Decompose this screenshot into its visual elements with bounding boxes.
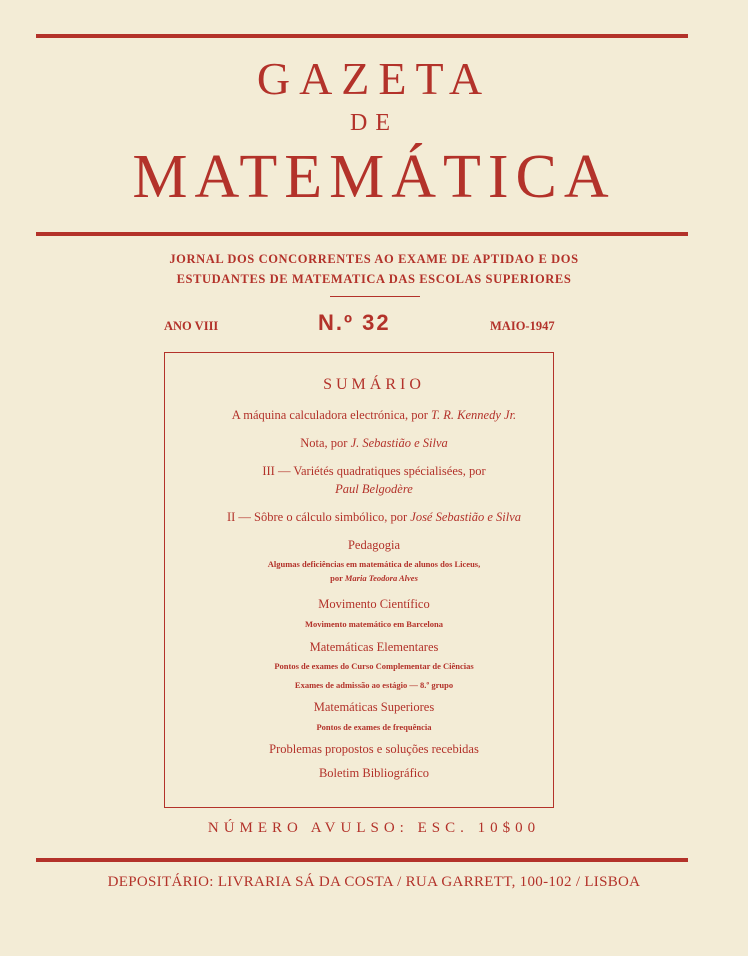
summary-article-1: A máquina calculadora electrónica, por T. R. Kennedy Jr.: [231, 408, 517, 422]
article-3-author: Paul Belgodère: [335, 482, 413, 496]
subtitle-line-2: ESTUDANTES DE MATEMATICA DAS ESCOLAS SUPERIORES: [176, 272, 572, 286]
section-superiores: Matemáticas Superiores: [313, 700, 435, 714]
article-4-author: José Sebastião e Silva: [410, 510, 522, 524]
section-boletim: Boletim Bibliográfico: [318, 766, 430, 780]
elementares-item-1: Pontos de exames do Curso Complementar de Ciências: [274, 661, 474, 671]
issue-year: ANO VIII: [164, 319, 219, 333]
movimento-item: Movimento matemático em Barcelona: [305, 619, 443, 629]
summary-heading: SUMÁRIO: [323, 376, 425, 393]
middle-rule: [36, 232, 688, 236]
section-pedagogia: Pedagogia: [347, 538, 401, 552]
summary-article-3: III — Variétés quadratiques spécialisées, por: [262, 464, 486, 478]
section-elementares: Matemáticas Elementares: [309, 640, 439, 654]
elementares-item-2: Exames de admissão ao estágio — 8.º grupo: [294, 680, 454, 690]
footer-address: DEPOSITÁRIO: LIVRARIA SÁ DA COSTA / RUA GARRETT, 100-102 / LISBOA: [107, 874, 641, 890]
title-de: DE: [350, 110, 398, 136]
top-rule: [36, 34, 688, 38]
summary-article-2: Nota, por J. Sebastião e Silva: [300, 436, 448, 450]
section-problemas: Problemas propostos e soluções recebidas: [269, 742, 479, 756]
article-2-author: J. Sebastião e Silva: [350, 436, 448, 450]
price-line: NÚMERO AVULSO: ESC. 10$00: [207, 820, 541, 836]
summary-article-4: II — Sôbre o cálculo simbólico, por José Sebastião e Silva: [226, 510, 522, 524]
issue-date: MAIO-1947: [490, 319, 555, 333]
section-movimento: Movimento Científico: [318, 597, 430, 611]
bottom-rule: [36, 858, 688, 862]
subtitle-separator: [330, 296, 420, 297]
subtitle-line-1: JORNAL DOS CONCORRENTES AO EXAME DE APTIDAO E DOS: [169, 252, 579, 266]
title-gazeta: GAZETA: [256, 53, 492, 104]
superiores-item: Pontos de exames de frequência: [316, 722, 432, 732]
pedagogia-item: Algumas deficiências em matemática de alunos dos Liceus,: [267, 559, 481, 569]
pedagogia-author: por Maria Teodora Alves: [330, 573, 418, 583]
article-1-author: T. R. Kennedy Jr.: [431, 408, 517, 422]
title-matematica: MATEMÁTICA: [132, 143, 616, 211]
issue-number: N.º 32: [318, 310, 391, 335]
